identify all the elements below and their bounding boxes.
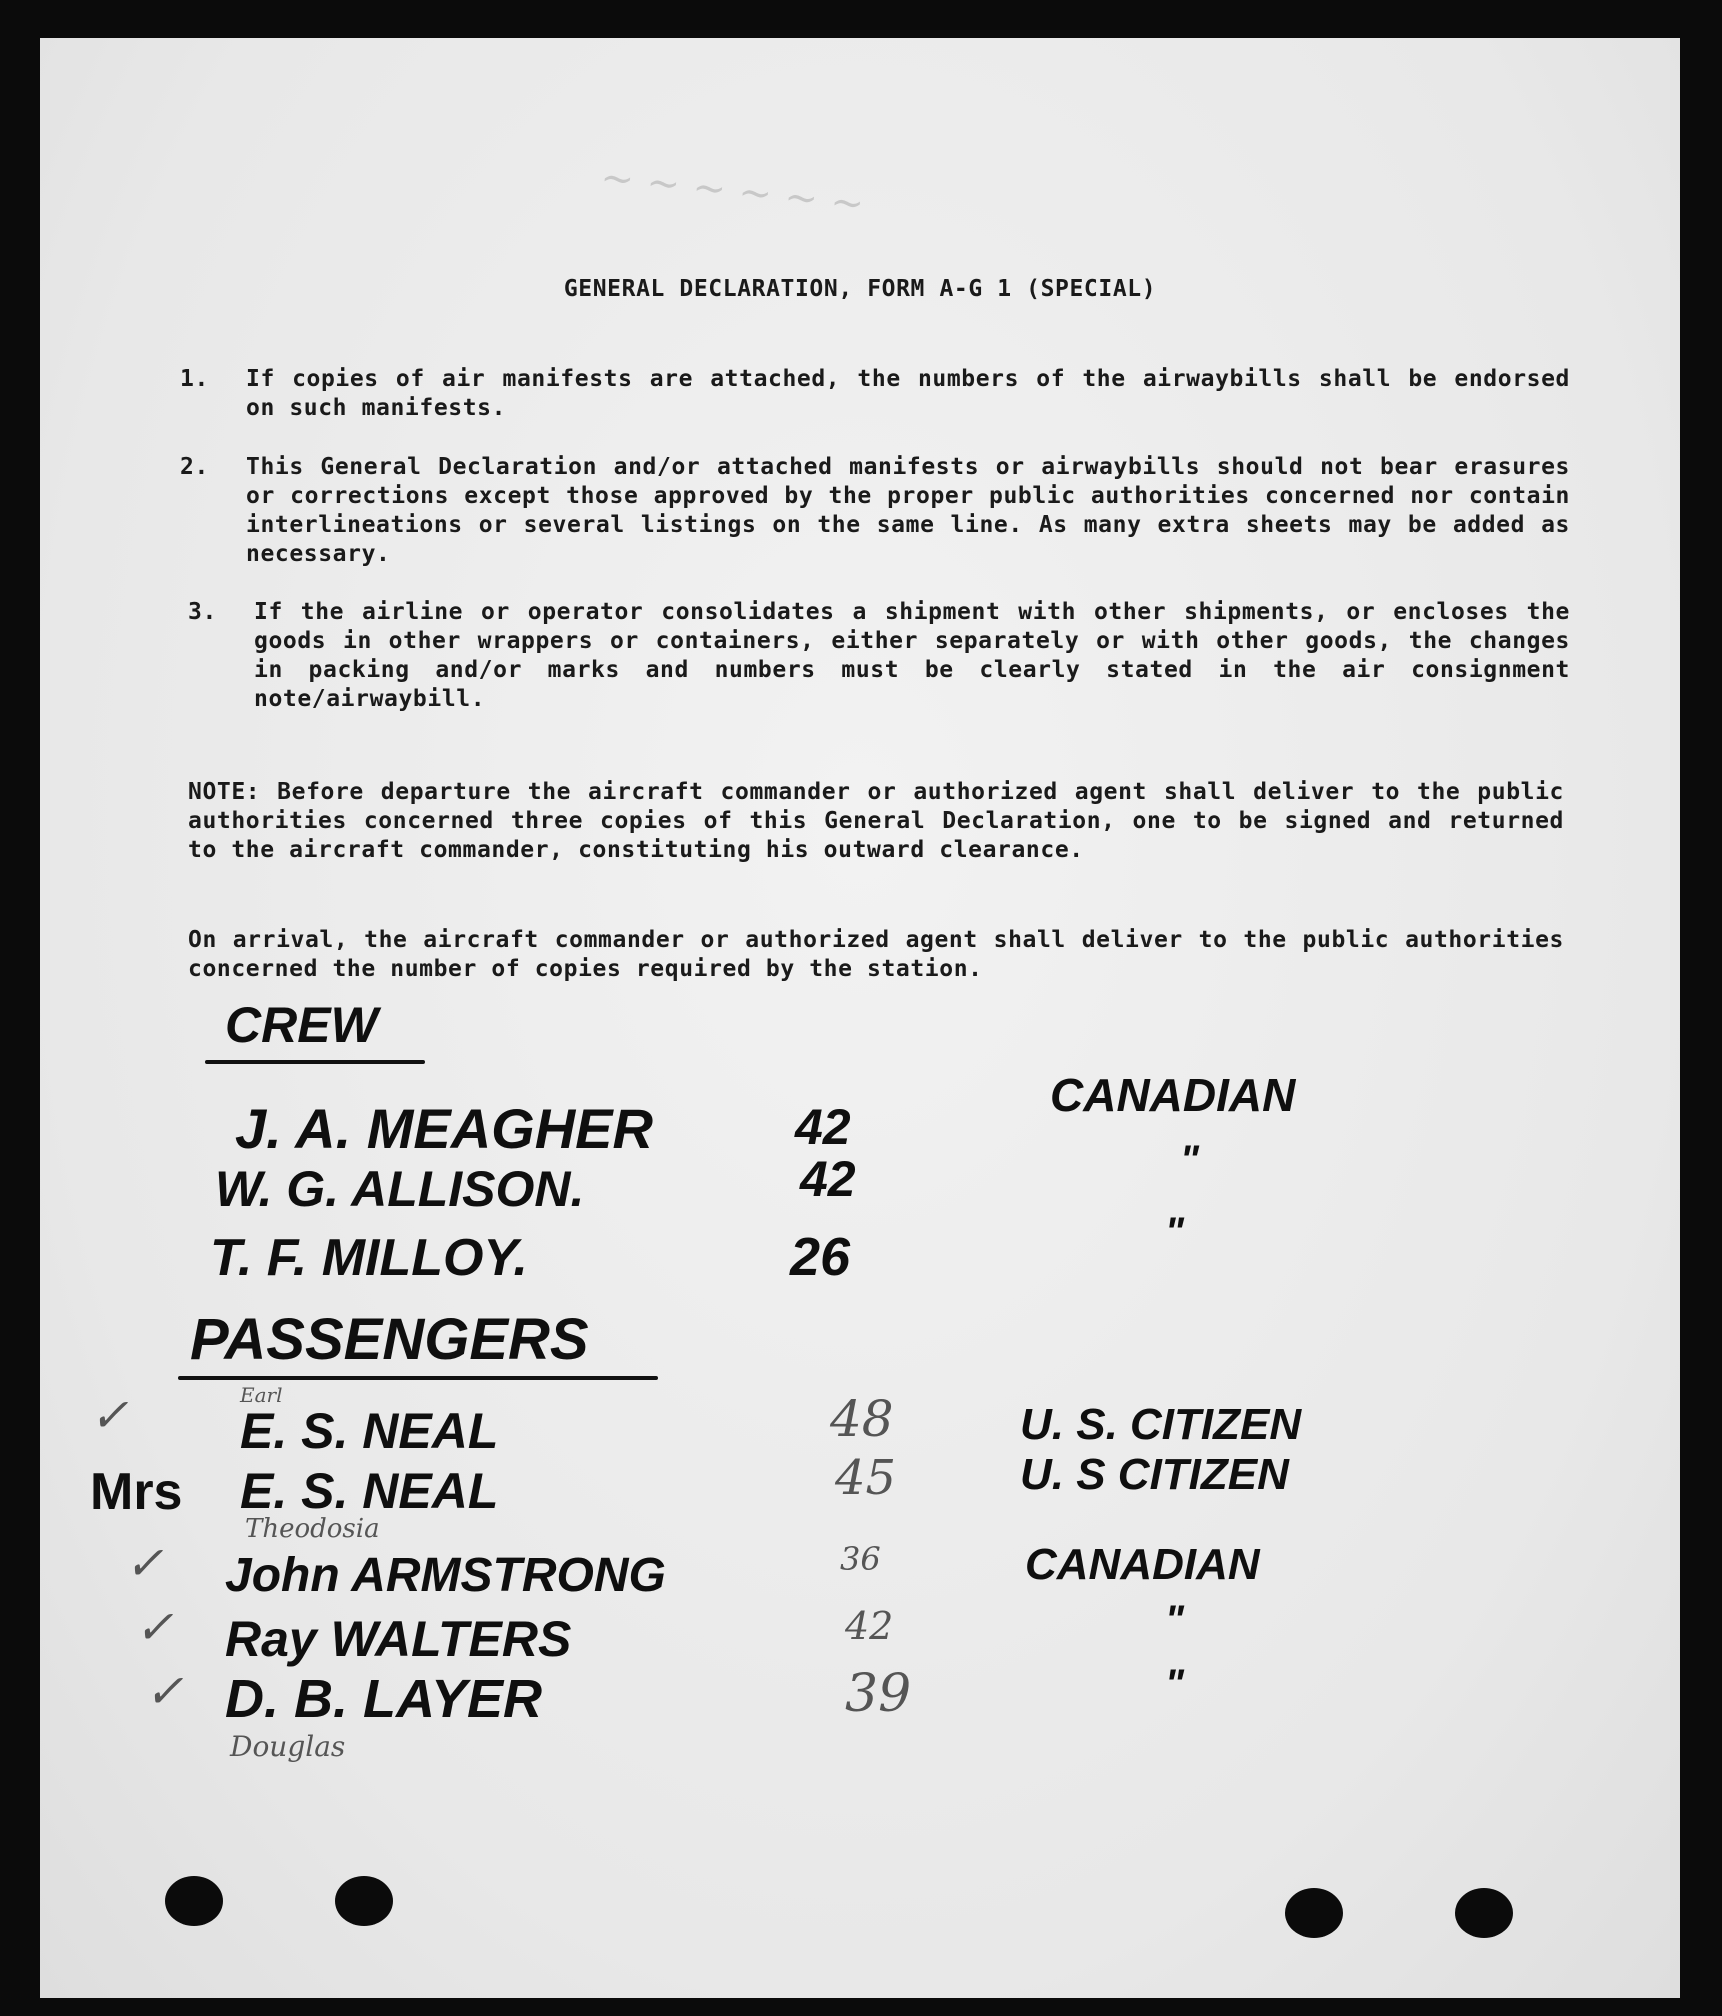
- check-mark: ✓: [90, 1388, 129, 1442]
- punch-hole: [165, 1876, 223, 1926]
- passenger-first-name: Earl: [240, 1383, 283, 1407]
- crew-age: 42: [800, 1151, 856, 1207]
- item-number: 2.: [180, 454, 209, 480]
- check-mark: ✓: [145, 1664, 184, 1718]
- passenger-age: 45: [835, 1450, 897, 1506]
- passenger-age: 39: [845, 1664, 912, 1724]
- crew-age: 26: [790, 1227, 851, 1287]
- passenger-prefix: Mrs: [90, 1463, 183, 1521]
- instruction-item: [180, 453, 1570, 569]
- item-number: 3.: [188, 599, 217, 625]
- passenger-name: Ray WALTERS: [225, 1611, 572, 1667]
- instruction-item: [188, 598, 1570, 714]
- punch-hole: [1285, 1888, 1343, 1938]
- item-number: 1.: [180, 366, 209, 392]
- document-page: [40, 38, 1680, 1998]
- crew-name: W. G. ALLISON.: [215, 1161, 585, 1217]
- passenger-age: 48: [830, 1390, 894, 1448]
- form-title: GENERAL DECLARATION, FORM A-G 1 (SPECIAL): [563, 276, 1157, 302]
- passenger-name: John ARMSTRONG: [225, 1549, 666, 1602]
- passenger-first-name: Douglas: [230, 1730, 346, 1763]
- passenger-nationality: CANADIAN: [1025, 1540, 1260, 1589]
- item-text: This General Declaration and/or attached manifests or airwaybills should not bear erasures or corrections except those approved by the proper public authorities concerned nor contain interlineations or several listings on the same line. As many extra sheets may be added as necessary.: [246, 454, 1570, 567]
- passenger-nationality: ": [1165, 1598, 1184, 1642]
- crew-heading: CREW: [225, 997, 378, 1053]
- crew-name: J. A. MEAGHER: [235, 1097, 653, 1160]
- passengers-heading: PASSENGERS: [190, 1307, 589, 1372]
- passenger-name: D. B. LAYER: [225, 1669, 543, 1729]
- check-mark: ✓: [125, 1536, 164, 1590]
- instruction-item: [180, 365, 1570, 423]
- crew-nationality: ": [1165, 1210, 1184, 1254]
- passenger-name: E. S. NEAL: [240, 1463, 499, 1519]
- check-mark: ✓: [135, 1600, 174, 1654]
- crew-age: 42: [795, 1099, 851, 1155]
- item-text: If the airline or operator consolidates a shipment with other shipments, or encloses the goods in other wrappers or containers, either separately or with other goods, the changes in packing and/or marks and numbers must be clearly stated in the air consignment note/airwaybill.: [254, 599, 1570, 712]
- arrival-paragraph: On arrival, the aircraft commander or authorized agent shall deliver to the public authorities concerned the number of copies required by the station.: [188, 927, 1564, 982]
- punch-hole: [335, 1876, 393, 1926]
- passenger-age: 42: [845, 1604, 894, 1648]
- passenger-age: 36: [840, 1540, 881, 1578]
- passenger-name: E. S. NEAL: [240, 1403, 499, 1459]
- punch-hole: [1455, 1888, 1513, 1938]
- crew-nationality: ": [1180, 1138, 1199, 1182]
- passenger-nationality: U. S. CITIZEN: [1020, 1400, 1302, 1449]
- item-text: If copies of air manifests are attached, the numbers of the airwaybills shall be endorsed on such manifests.: [246, 366, 1570, 421]
- note-paragraph: NOTE: Before departure the aircraft commander or authorized agent shall deliver to the public authorities concerned three copies of this General Declaration, one to be signed and returned to the aircraft commander, constituting his outward clearance.: [188, 779, 1564, 863]
- passenger-nationality: ": [1165, 1662, 1184, 1706]
- crew-name: T. F. MILLOY.: [210, 1229, 528, 1287]
- crew-underline: [205, 1060, 425, 1064]
- passengers-underline: [178, 1376, 658, 1380]
- passenger-nationality: U. S CITIZEN: [1020, 1450, 1289, 1499]
- faint-scribble: ~ ~ ~ ~ ~ ~: [598, 154, 867, 228]
- crew-nationality: CANADIAN: [1050, 1069, 1296, 1121]
- passenger-first-name: Theodosia: [245, 1514, 380, 1544]
